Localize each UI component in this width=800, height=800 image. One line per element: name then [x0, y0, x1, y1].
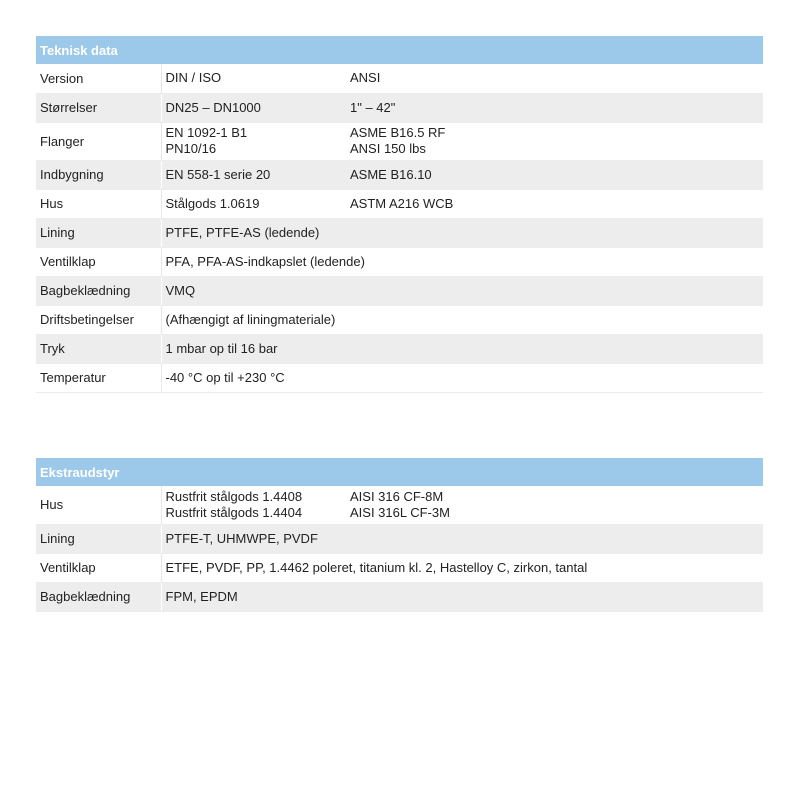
table-row: [36, 305, 763, 334]
value-line: ANSI: [350, 70, 381, 86]
row-label: Driftsbetingelser: [36, 305, 161, 334]
row-value-ansi: [346, 486, 763, 524]
row-label: Hus: [36, 189, 161, 218]
row-label: Størrelser: [36, 93, 161, 122]
value-line: 1" – 42": [350, 99, 396, 115]
row-value-din: [161, 122, 346, 160]
value-line: AISI 316L CF-3M: [350, 504, 450, 520]
row-value-din: [161, 160, 346, 189]
row-value-ansi: [346, 122, 763, 160]
value-line: EN 558-1 serie 20: [165, 166, 271, 182]
row-value-din: [161, 93, 346, 122]
row-value: -40 °C op til +230 °C: [161, 363, 763, 392]
row-label: Ventilklap: [36, 553, 161, 582]
row-value: ETFE, PVDF, PP, 1.4462 poleret, titanium kl. 2, Hastelloy C, zirkon, tantal: [161, 553, 763, 582]
value-line: ASTM A216 WCB: [350, 195, 454, 211]
ekstraudstyr-title: Ekstraudstyr: [36, 458, 763, 486]
value-line: DN25 – DN1000: [165, 99, 261, 115]
row-label: Hus: [36, 486, 161, 524]
row-label: Flanger: [36, 122, 161, 160]
table-row: [36, 160, 763, 189]
row-label: Temperatur: [36, 363, 161, 392]
table-row: [36, 363, 763, 392]
value-line: ASME B16.5 RF: [350, 125, 446, 140]
value-line: Rustfrit stålgods 1.4408: [165, 488, 303, 504]
row-value: PTFE, PTFE-AS (ledende): [161, 218, 763, 247]
ekstraudstyr-table: [36, 458, 763, 612]
table-row: [36, 122, 763, 160]
row-value: 1 mbar op til 16 bar: [161, 334, 763, 363]
row-value-ansi: [346, 160, 763, 189]
value-line: AISI 316 CF-8M: [350, 488, 444, 504]
teknisk-data-title: Teknisk data: [36, 36, 763, 64]
table-row: [36, 582, 763, 611]
row-value-ansi: [346, 93, 763, 122]
value-line: EN 1092-1 B1: [165, 125, 248, 140]
value-line: ANSI 150 lbs: [350, 141, 426, 156]
row-value: FPM, EPDM: [161, 582, 763, 611]
table-row: [36, 247, 763, 276]
row-value-din: [161, 64, 346, 93]
value-line: ASME B16.10: [350, 166, 432, 182]
table-row: [36, 553, 763, 582]
ekstraudstyr-header: [36, 458, 763, 486]
row-label: Indbygning: [36, 160, 161, 189]
teknisk-data-header: [36, 36, 763, 64]
row-label: Lining: [36, 218, 161, 247]
table-row: [36, 524, 763, 553]
row-label: Tryk: [36, 334, 161, 363]
row-label: Bagbeklædning: [36, 582, 161, 611]
row-value: VMQ: [161, 276, 763, 305]
teknisk-data-table: [36, 36, 763, 393]
table-row: [36, 218, 763, 247]
row-value-ansi: [346, 189, 763, 218]
value-line: Rustfrit stålgods 1.4404: [165, 504, 303, 520]
table-row: [36, 334, 763, 363]
row-value: PFA, PFA-AS-indkapslet (ledende): [161, 247, 763, 276]
table-row: [36, 93, 763, 122]
row-label: Bagbeklædning: [36, 276, 161, 305]
table-row: [36, 276, 763, 305]
table-row: [36, 486, 763, 524]
row-value: PTFE-T, UHMWPE, PVDF: [161, 524, 763, 553]
row-value: (Afhængigt af liningmateriale): [161, 305, 763, 334]
row-label: Lining: [36, 524, 161, 553]
row-value-din: [161, 486, 346, 524]
table-row: [36, 189, 763, 218]
row-value-ansi: [346, 64, 763, 93]
row-label: Ventilklap: [36, 247, 161, 276]
value-line: PN10/16: [165, 141, 217, 156]
table-row: [36, 64, 763, 93]
value-line: DIN / ISO: [165, 70, 222, 86]
row-value-din: [161, 189, 346, 218]
row-label: Version: [36, 64, 161, 93]
value-line: Stålgods 1.0619: [165, 195, 260, 211]
